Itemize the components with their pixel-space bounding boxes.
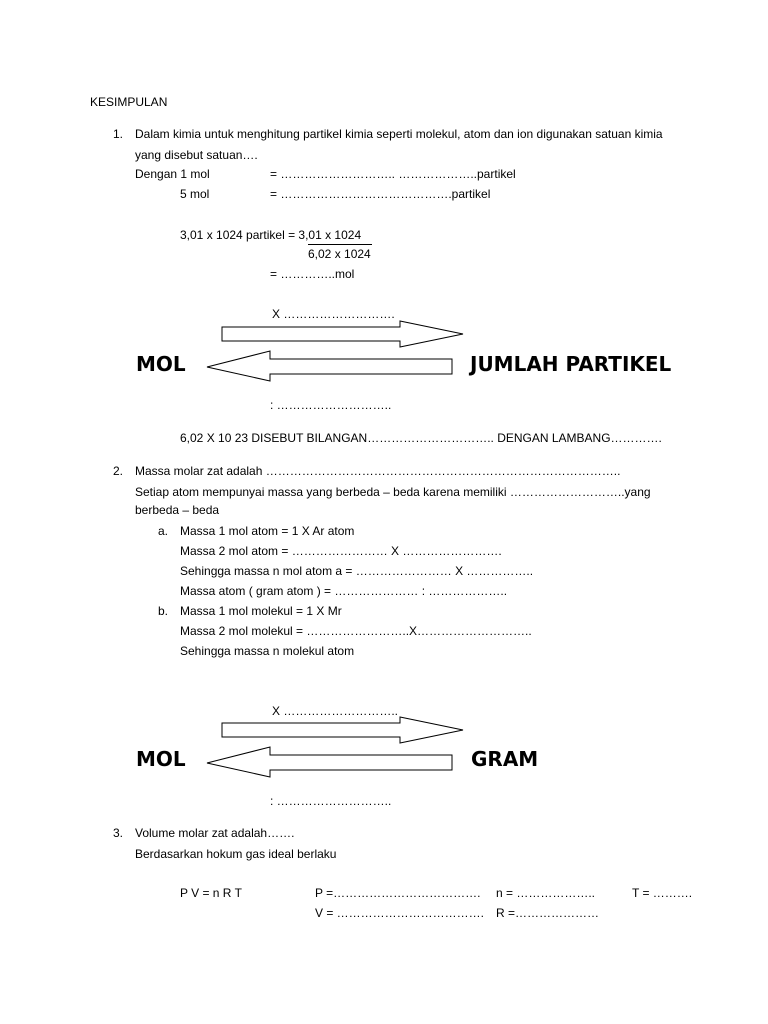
variable-n: n = ……………….. (496, 886, 596, 900)
section-2-line-2: Setiap atom mempunyai massa yang berbeda – beda karena memiliki ………………………..yang (135, 485, 651, 499)
mol-row-2-label: 5 mol (180, 187, 210, 201)
fraction-line (308, 244, 372, 245)
item-b-line-2: Massa 2 mol molekul = ……………………..X……………………….. (180, 624, 532, 638)
calc-numerator: 3,01 x 1024 partikel = 3,01 x 1024 (180, 228, 362, 242)
calc-denominator: 6,02 x 1024 (308, 247, 371, 261)
item-a-line-2: Massa 2 mol atom = …………………… X ……………………. (180, 544, 502, 558)
section-3-number: 3. (113, 826, 124, 840)
diagram-2-left-label: MOL (136, 747, 186, 771)
diagram-1-multiply-label: X ………………………. (272, 307, 395, 321)
section-2-line-1: Massa molar zat adalah …………………………………………………………………………….. (135, 464, 621, 478)
ideal-gas-formula: P V = n R T (180, 886, 242, 900)
mol-row-2-value: = …………………………………….partikel (270, 187, 491, 201)
diagram-1-right-label: JUMLAH PARTIKEL (470, 352, 672, 376)
section-3-line-1: Volume molar zat adalah……. (135, 826, 295, 840)
diagram-2-multiply-label: X ……………………….. (272, 704, 399, 718)
variable-v: V = ………………………………. (315, 906, 485, 920)
variable-t: T = ………. (632, 886, 693, 900)
item-a-line-3: Sehingga massa n mol atom a = …………………… X …………….. (180, 564, 534, 578)
section-2-number: 2. (113, 464, 124, 478)
double-arrow-icon (215, 318, 475, 384)
section-1-line-1: Dalam kimia untuk menghitung partikel kimia seperti molekul, atom dan ion digunakan satuan kimia (135, 127, 663, 141)
item-a-line-1: Massa 1 mol atom = 1 X Ar atom (180, 524, 355, 538)
variable-r: R =………………… (496, 906, 600, 920)
mol-row-1-label: Dengan 1 mol (135, 167, 210, 181)
section-1-number: 1. (113, 127, 124, 141)
section-3-line-2: Berdasarkan hokum gas ideal berlaku (135, 847, 337, 861)
item-b-line-3: Sehingga massa n molekul atom (180, 644, 355, 658)
avogadro-statement: 6,02 X 10 23 DISEBUT BILANGAN………………………….. DENGAN LAMBANG…………. (180, 431, 662, 445)
page-title: KESIMPULAN (90, 95, 168, 109)
item-b-line-1: Massa 1 mol molekul = 1 X Mr (180, 604, 342, 618)
variable-p: P =………………………………. (315, 886, 481, 900)
diagram-1-left-label: MOL (136, 352, 186, 376)
diagram-2-divide-label: : ……………………….. (270, 794, 392, 808)
calc-result: = …………..mol (270, 267, 355, 281)
diagram-1-divide-label: : ……………………….. (270, 398, 392, 412)
item-a-marker: a. (158, 524, 169, 538)
item-b-marker: b. (158, 604, 169, 618)
diagram-2-right-label: GRAM (471, 747, 539, 771)
section-1-line-2: yang disebut satuan…. (135, 148, 258, 162)
double-arrow-icon (215, 714, 475, 780)
item-a-line-4: Massa atom ( gram atom ) = ………………… : ……………….. (180, 584, 508, 598)
section-2-line-3: berbeda – beda (135, 503, 220, 517)
mol-row-1-value: = ……………………….. ………………..partikel (270, 167, 516, 181)
